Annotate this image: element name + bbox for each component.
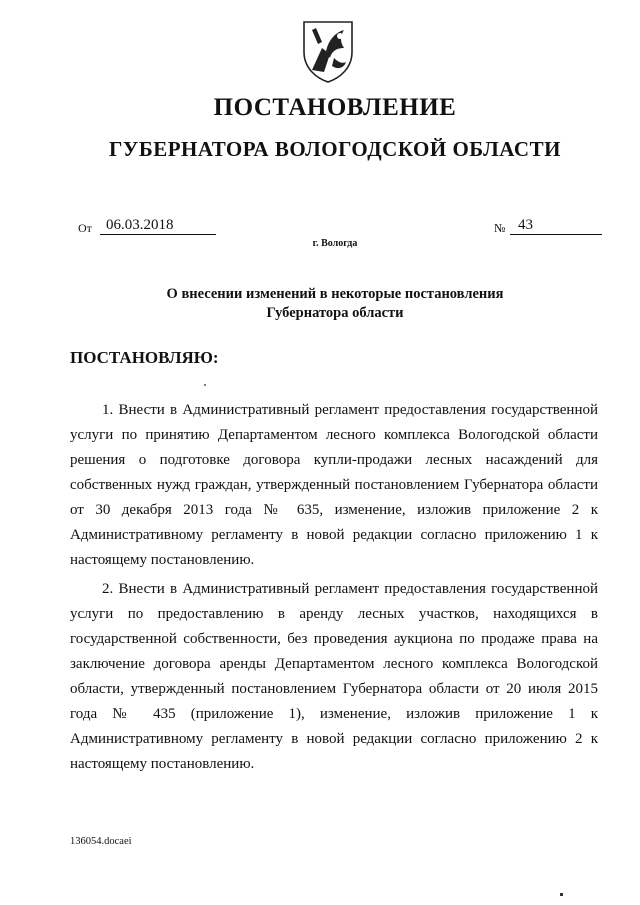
document-issuer: ГУБЕРНАТОРА ВОЛОГОДСКОЙ ОБЛАСТИ: [109, 137, 561, 161]
document-title: ПОСТАНОВЛЕНИЕ: [213, 94, 457, 121]
date-label: От: [78, 221, 92, 235]
document-date: 06.03.2018: [100, 217, 216, 235]
document-city: г. Вологда: [312, 238, 358, 249]
number-label: №: [494, 221, 506, 235]
subject-line-2: Губернатора области: [266, 305, 404, 321]
decree-heading: ПОСТАНОВЛЯЮ:: [70, 348, 219, 367]
corner-mark: [560, 893, 563, 896]
coat-of-arms-icon: [300, 18, 356, 84]
document-meta: [78, 218, 598, 238]
document-number: 43: [510, 217, 602, 235]
paragraph-1: 1. Внести в Административный регламент предоставления государственной услуги по принятию Департаментом лесного комплекса Вологодской области решения о подготовке договора купли-продажи лесных насаждений для собственных нужд граждан, утвержденный постановлением Губернатора области от 30 декабря 2013 года № 635, изменение, изложив приложение 2 к Административному регламенту в новой редакции согласно приложению 1 к настоящему постановлению.: [70, 402, 598, 568]
stray-dot: [204, 384, 206, 386]
subject-line-1: О внесении изменений в некоторые постановления: [166, 286, 504, 302]
file-name: 136054.docaei: [70, 836, 132, 847]
paragraph-2: 2. Внести в Административный регламент предоставления государственной услуги по предоставлению в аренду лесных участков, находящихся в государственной собственности, без проведения аукциона по продаже права на заключение договора аренды Департаментом лесного комплекса Вологодской области, утвержденный постановлением Губернатора области от 20 июля 2015 года № 435 (приложение 1), изменение, изложив приложение 1 к Административному регламенту в новой редакции согласно приложению 2 к настоящему постановлению.: [70, 581, 598, 772]
document-subject: [0, 285, 640, 323]
